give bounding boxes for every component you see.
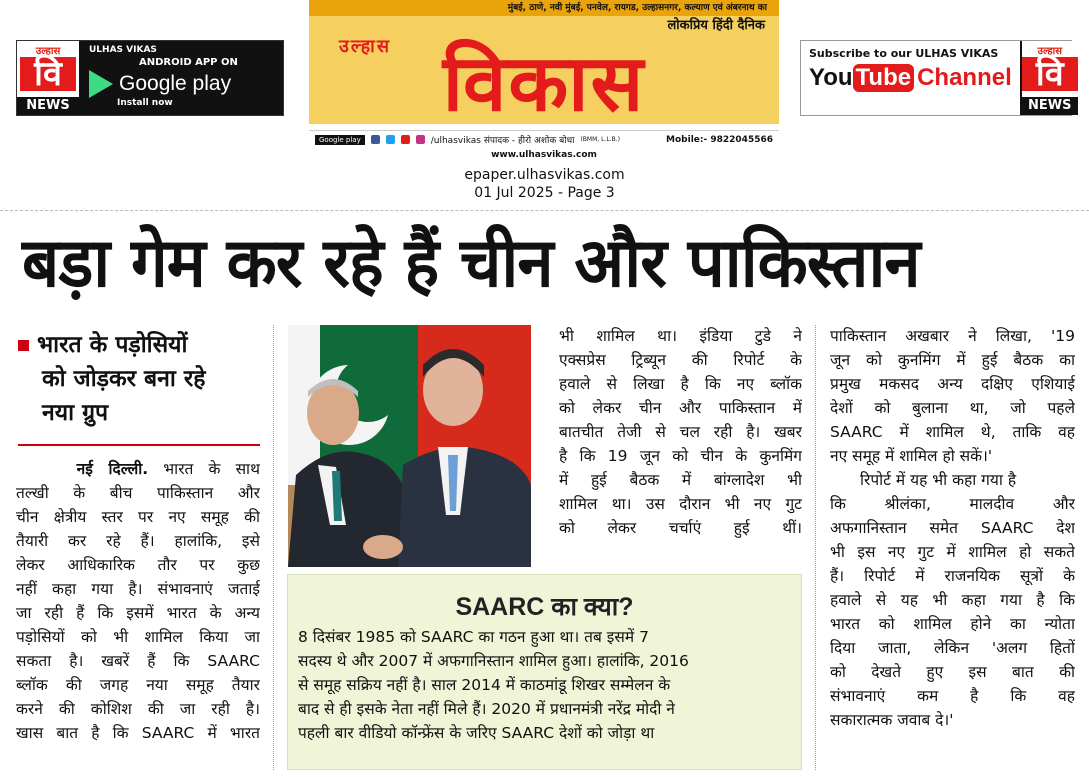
article-headline: बड़ा गेम कर रहे हैं चीन और पाकिस्तान — [22, 224, 920, 303]
column-line: जा रही हैं कि इसमें भारत के अन्य — [16, 604, 260, 622]
youtube-banner-text — [801, 41, 1020, 115]
column-line: तैयारी कर रहे हैं। हालांकि, इसे — [16, 532, 260, 550]
dateline: नई दिल्ली. — [76, 460, 149, 478]
column-divider — [273, 325, 274, 770]
column-line: SAARC में शामिल थे, ताकि वह — [830, 423, 1075, 441]
youtube-channel-word: Channel — [917, 64, 1012, 91]
youtube-tube: Tube — [853, 64, 915, 92]
column-divider — [815, 325, 816, 770]
column-line: रिपोर्ट में यह भी कहा गया है — [860, 471, 1017, 489]
column-text: भारत के साथ — [163, 460, 260, 478]
column-line: खास बात है कि SAARC में भारत — [16, 724, 260, 742]
column-line: को देखते हुए इस बात की — [830, 663, 1075, 681]
logo-big-letter: वि — [1022, 57, 1078, 91]
column-line: अफगानिस्तान समेत SAARC देश — [830, 519, 1075, 537]
article-column-2 — [559, 324, 802, 540]
newspaper-masthead — [309, 0, 779, 160]
android-app-line: ANDROID APP ON — [139, 57, 238, 68]
saarc-box-body — [298, 625, 789, 745]
banner-brand: ULHAS VIKAS — [89, 45, 157, 55]
masthead-title: विकास — [442, 38, 646, 129]
saarc-box-title: SAARC का क्या? — [455, 593, 634, 621]
column-line: सकारात्मक जवाब दे।' — [830, 711, 954, 729]
subhead-line: नया ग्रुप — [42, 400, 109, 426]
subscribe-text: Subscribe to our ULHAS VIKAS — [809, 47, 999, 60]
column-line: लेकर आधिकारिक तौर पर कुछ — [16, 556, 260, 574]
column-line: शामिल था। उस दौरान भी नए गुट — [559, 495, 802, 513]
logo-news-label: NEWS — [17, 97, 79, 115]
subhead-line — [18, 328, 263, 362]
column-line: संभावनाएं कम है कि वह — [830, 687, 1075, 705]
saarc-info-box — [287, 574, 802, 770]
masthead-cities: मुंबई, ठाणे, नवी मुंबई, पनवेल, रायगड, उल्हासनगर, कल्याण एवं अंबरनाथ का — [309, 0, 779, 16]
column-line: हवाले से लिखा है कि नए ब्लॉक — [559, 375, 802, 393]
masthead-title-block — [309, 36, 779, 129]
column-line: कि श्रीलंका, मालदीव और — [830, 495, 1075, 513]
google-play-text: Google play — [119, 72, 232, 95]
column-line: एक्सप्रेस ट्रिब्यून की रिपोर्ट के — [559, 351, 802, 369]
twitter-icon[interactable] — [386, 135, 395, 144]
masthead-social-editor: /ulhasvikas संपादक - हीरो अशोक बोधा — [430, 136, 575, 146]
column-line: नए समूह में शामिल हो सकें।' — [830, 447, 993, 465]
youtube-you: You — [809, 64, 853, 91]
facebook-icon[interactable] — [371, 135, 380, 144]
column-line: चीन क्षेत्रीय स्तर पर नए समूह की — [16, 508, 260, 526]
google-play-badge — [89, 70, 275, 98]
article-photo — [288, 325, 531, 567]
column-line: जून को कुनमिंग में हुई बैठक का — [830, 351, 1075, 369]
ulhas-vikas-news-logo — [17, 41, 81, 115]
subhead-rule — [18, 444, 260, 446]
column-line: पाकिस्तान अखबार ने लिखा, '19 — [830, 327, 1075, 345]
column-line: ब्लॉक की जगह नया समूह तैयार — [16, 676, 260, 694]
instagram-icon[interactable] — [416, 135, 425, 144]
column-line: बातचीत तेजी से चल रही है। खबर — [559, 423, 802, 441]
article-column-3 — [830, 324, 1075, 732]
article-column-1 — [16, 457, 260, 745]
column-line: भी इस नए गुट में शामिल हो सकते — [830, 543, 1075, 561]
red-bullet-icon — [18, 340, 29, 351]
logo-news-label: NEWS — [1022, 97, 1078, 115]
editor-suffix: (BMM, L.L.B.) — [580, 136, 620, 143]
masthead-google-play-badge[interactable]: Google play — [315, 135, 365, 145]
masthead-url[interactable]: www.ulhasvikas.com — [491, 150, 597, 160]
saarc-box-line: बाद से ही इसके नेता नहीं मिले हैं। 2020 में प्रधानमंत्री नरेंद्र मोदी ने — [298, 700, 675, 718]
google-play-icon — [89, 70, 113, 98]
install-now-text: Install now — [117, 98, 173, 108]
column-line: है कि 19 जून को चीन के कुनमिंग — [559, 447, 802, 465]
column-line: करने की कोशिश की जा रही है। — [16, 700, 260, 718]
column-line: भी शामिल था। इंडिया टुडे ने — [559, 327, 802, 345]
subhead-text: भारत के पड़ोसियों — [37, 332, 188, 358]
column-line: दिया जाता, लेकिन 'अलग हितों — [830, 639, 1075, 657]
epaper-site[interactable]: epaper.ulhasvikas.com — [464, 167, 625, 183]
leaders-photo-illustration — [288, 325, 531, 567]
youtube-channel-logo — [809, 64, 1012, 92]
column-line: पड़ोसियों को भी शामिल किया जा — [16, 628, 260, 646]
saarc-box-line: से समूह सक्रिय नहीं है। साल 2014 में काठमांडू शिखर सम्मेलन के — [298, 676, 671, 694]
android-app-text — [81, 41, 283, 115]
page-separator — [0, 210, 1089, 211]
article-subhead — [18, 328, 263, 430]
masthead-mobile: Mobile:- 9822045566 — [666, 134, 773, 145]
epaper-info — [0, 166, 1089, 202]
saarc-box-line: सदस्य थे और 2007 में अफगानिस्तान शामिल हुआ। हालांकि, 2016 — [298, 652, 689, 670]
column-line: को लेकर चर्चाएं हुई थीं। — [559, 519, 802, 537]
column-line — [16, 457, 260, 481]
youtube-channel-banner[interactable] — [800, 40, 1072, 116]
logo-small-text: उल्हास — [35, 46, 61, 57]
column-line: तल्खी के बीच पाकिस्तान और — [16, 484, 260, 502]
saarc-box-line: 8 दिसंबर 1985 को SAARC का गठन हुआ था। तब इसमें 7 — [298, 628, 649, 646]
column-line: देशों को बुलाना था, जो पहले — [830, 399, 1075, 417]
epaper-date-page: 01 Jul 2025 - Page 3 — [474, 185, 615, 201]
column-line: प्रमुख मकसद अन्य दक्षिए एशियाई — [830, 375, 1075, 393]
logo-small-text: उल्हास — [1037, 46, 1062, 57]
column-line: नहीं कहा गया है। संभावनाएं जताई — [16, 580, 260, 598]
column-line: सकता है। खबरें हैं कि SAARC — [16, 652, 260, 670]
logo-big-letter: वि — [20, 57, 76, 91]
subhead-line: को जोड़कर बना रहे — [42, 366, 206, 392]
masthead-tagline: लोकप्रिय हिंदी दैनिक — [309, 16, 779, 36]
column-line: हैं। रिपोर्ट में राजनयिक सूत्रों के — [830, 567, 1075, 585]
column-line: हवाले से यह भी कहा गया है कि — [830, 591, 1075, 609]
ulhas-vikas-news-logo-right — [1020, 41, 1078, 115]
column-line: में हुई बैठक में बांग्लादेश भी — [559, 471, 802, 489]
android-app-banner[interactable] — [16, 40, 284, 116]
youtube-icon[interactable] — [401, 135, 410, 144]
column-line: को लेकर चीन और पाकिस्तान में — [559, 399, 802, 417]
masthead-title-small: उल्हास — [339, 36, 392, 57]
saarc-box-line: पहली बार वीडियो कॉन्फ्रेंस के जरिए SAARC देशों को जोड़ा था — [298, 724, 655, 742]
column-line: भारत को शामिल होने का न्योता — [830, 615, 1075, 633]
